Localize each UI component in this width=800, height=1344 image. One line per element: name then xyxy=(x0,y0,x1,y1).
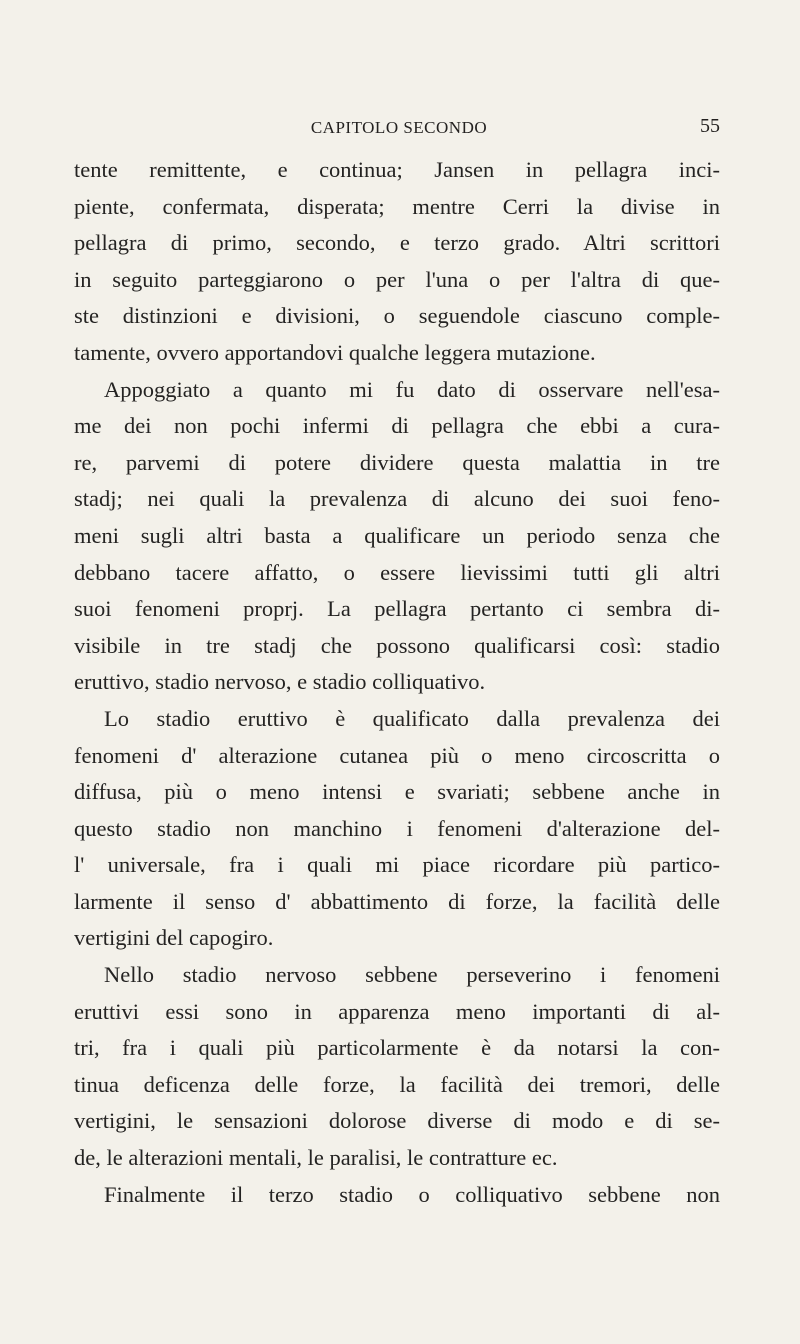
text-line: tri, fra i quali più particolarmente è da notarsi la con- xyxy=(74,1035,720,1061)
text-line: l' universale, fra i quali mi piace ricordare più partico- xyxy=(74,852,720,878)
text-line: Finalmente il terzo stadio o colliquativo sebbene non xyxy=(104,1181,720,1207)
text-line: vertigini del capogiro. xyxy=(74,925,274,951)
text-line: tamente, ovvero apportandovi qualche leggera mutazione. xyxy=(74,339,596,365)
text-line: eruttivi essi sono in apparenza meno importanti di al- xyxy=(74,998,720,1024)
text-line: debbano tacere affatto, o essere lievissimi tutti gli altri xyxy=(74,559,720,585)
text-line: me dei non pochi infermi di pellagra che ebbi a cura- xyxy=(74,413,720,439)
text-line: in seguito parteggiarono o per l'una o per l'altra di que- xyxy=(74,266,720,292)
running-head xyxy=(0,115,800,144)
text-line: eruttivo, stadio nervoso, e stadio colliquativo. xyxy=(74,669,486,695)
text-line: Nello stadio nervoso sebbene perseverino i fenomeni xyxy=(104,962,720,988)
text-line: vertigini, le sensazioni dolorose diverse di modo e di se- xyxy=(74,1108,720,1134)
text-line: meni sugli altri basta a qualificare un periodo senza che xyxy=(74,522,720,548)
text-line: piente, confermata, disperata; mentre Cerri la divise in xyxy=(74,193,720,219)
text-line: de, le alterazioni mentali, le paralisi, le contratture ec. xyxy=(74,1145,558,1171)
text-line: stadj; nei quali la prevalenza di alcuno dei suoi feno- xyxy=(74,486,720,512)
text-line: larmente il senso d' abbattimento di forze, la facilità delle xyxy=(74,888,720,914)
body-text xyxy=(74,152,720,1213)
text-line: diffusa, più o meno intensi e svariati; sebbene anche in xyxy=(74,779,720,805)
text-line: re, parvemi di potere dividere questa malattia in tre xyxy=(74,449,720,475)
text-line: fenomeni d' alterazione cutanea più o meno circoscritta o xyxy=(74,742,720,768)
text-line: Lo stadio eruttivo è qualificato dalla prevalenza dei xyxy=(104,705,720,731)
text-line: visibile in tre stadj che possono qualificarsi così: stadio xyxy=(74,632,720,658)
text-line: questo stadio non manchino i fenomeni d'alterazione del- xyxy=(74,815,720,841)
text-line: pellagra di primo, secondo, e terzo grado. Altri scrittori xyxy=(74,230,720,256)
text-line: Appoggiato a quanto mi fu dato di osservare nell'esa- xyxy=(104,376,720,402)
text-line: tinua deficenza delle forze, la facilità dei tremori, delle xyxy=(74,1071,720,1097)
page-number: 55 xyxy=(700,115,720,137)
text-line: ste distinzioni e divisioni, o seguendole ciascuno comple- xyxy=(74,303,720,329)
text-line: suoi fenomeni proprj. La pellagra pertanto ci sembra di- xyxy=(74,596,720,622)
running-title: CAPITOLO SECONDO xyxy=(310,118,488,137)
text-line: tente remittente, e continua; Jansen in pellagra inci- xyxy=(74,157,720,182)
